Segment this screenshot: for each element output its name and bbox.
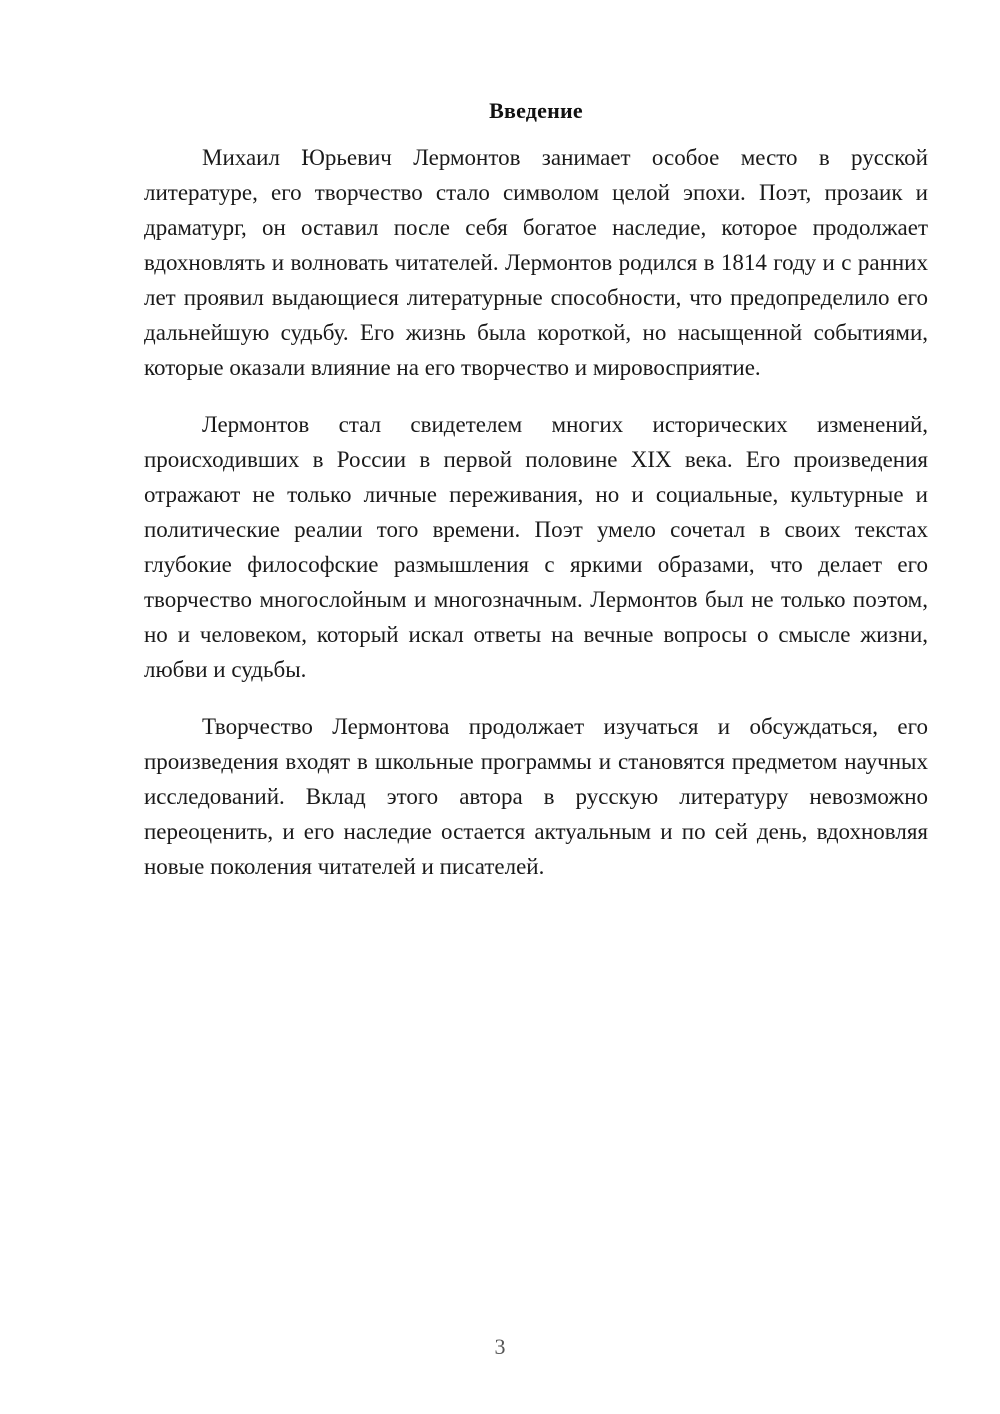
paragraph-2: Лермонтов стал свидетелем многих исторических изменений, происходивших в России в первой половине XIX века. Его произведения отражают не только личные переживания, но и социальные, культурные и политические реалии того времени. Поэт умело сочетал в своих текстах глубокие философские размышления с яркими образами, что делает его творчество многослойным и многозначным. Лермонтов был не только поэтом, но и человеком, который искал ответы на вечные вопросы о смысле жизни, любви и судьбы.	[144, 412, 928, 682]
page-number: 3	[494, 1334, 506, 1359]
paragraph-3: Творчество Лермонтова продолжает изучаться и обсуждаться, его произведения входят в школьные программы и становятся предметом научных исследований. Вклад этого автора в русскую литературу невозможно переоценить, и его наследие остается актуальным и по сей день, вдохновляя новые поколения читателей и писателей.	[144, 714, 928, 879]
page-content	[144, 92, 928, 884]
section-title: Введение	[489, 98, 583, 123]
paragraph-1: Михаил Юрьевич Лермонтов занимает особое место в русской литературе, его творчество стало символом целой эпохи. Поэт, прозаик и драматург, он оставил после себя богатое наследие, которое продолжает вдохновлять и волновать читателей. Лермонтов родился в 1814 году и с ранних лет проявил выдающиеся литературные способности, что предопределило его дальнейшую судьбу. Его жизнь была короткой, но насыщенной событиями, которые оказали влияние на его творчество и мировосприятие.	[144, 145, 928, 380]
